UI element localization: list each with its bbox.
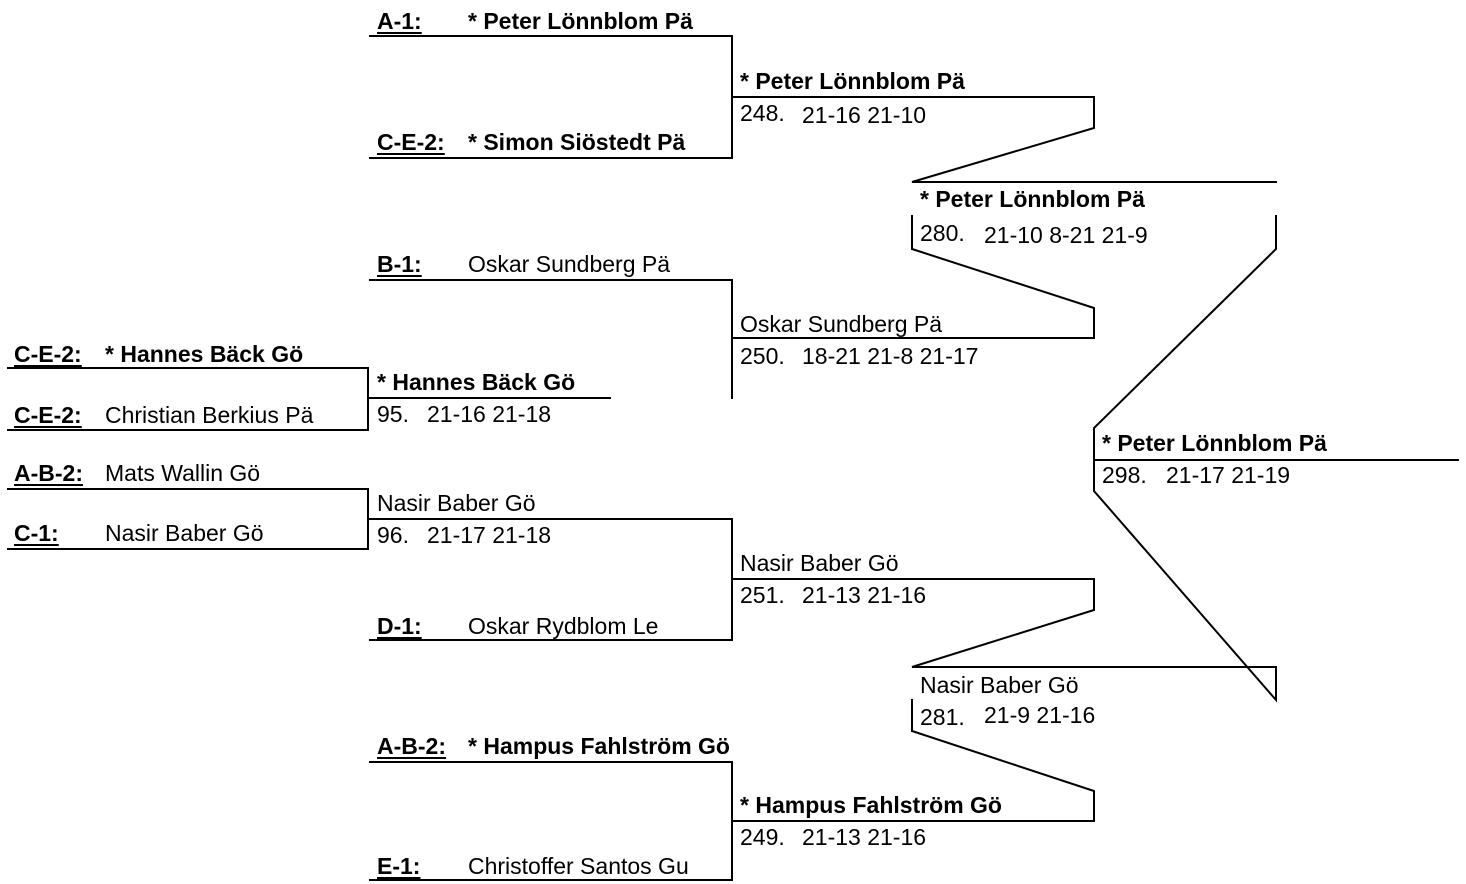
seed-label: E-1: xyxy=(377,853,421,879)
match-number: 249. xyxy=(740,824,785,850)
match-number: 96. xyxy=(377,522,409,548)
player-name: Oskar Rydblom Le xyxy=(468,613,659,639)
player-name: * Peter Lönnblom Pä xyxy=(468,8,693,34)
seed-label: C-E-2: xyxy=(14,341,82,367)
match-winner: * Peter Lönnblom Pä xyxy=(740,68,965,94)
player-name: * Hannes Bäck Gö xyxy=(105,341,304,367)
seed-label: C-E-2: xyxy=(14,402,82,428)
match-score: 18-21 21-8 21-17 xyxy=(802,343,979,369)
connector-match-280 xyxy=(1094,216,1458,460)
match-score: 21-16 21-18 xyxy=(427,401,552,427)
player-name: Christoffer Santos Gu xyxy=(468,853,689,879)
match-winner: Nasir Baber Gö xyxy=(740,550,899,576)
player-name: Christian Berkius Pä xyxy=(105,402,314,428)
seed-label: C-E-2: xyxy=(377,129,445,155)
match-score: 21-13 21-16 xyxy=(802,582,927,608)
seed-label: A-B-2: xyxy=(14,460,83,486)
final-winner: * Peter Lönnblom Pä xyxy=(1102,430,1327,456)
player-name: Nasir Baber Gö xyxy=(105,520,264,546)
match-winner: Nasir Baber Gö xyxy=(920,672,1079,698)
seed-label: D-1: xyxy=(377,613,422,639)
match-score: 21-13 21-16 xyxy=(802,824,927,850)
player-name: Mats Wallin Gö xyxy=(105,460,261,486)
match-winner: * Hampus Fahlström Gö xyxy=(740,792,1002,818)
player-name: * Simon Siöstedt Pä xyxy=(468,129,686,155)
match-score: 21-17 21-18 xyxy=(427,522,552,548)
match-winner: Nasir Baber Gö xyxy=(377,490,536,516)
match-score: 21-17 21-19 xyxy=(1166,462,1291,488)
player-name: Oskar Sundberg Pä xyxy=(468,251,671,277)
match-number: 298. xyxy=(1102,462,1147,488)
match-score: 21-9 21-16 xyxy=(984,702,1096,728)
match-number: 95. xyxy=(377,401,409,427)
match-number: 251. xyxy=(740,582,785,608)
match-number: 281. xyxy=(920,704,965,730)
seed-label: A-1: xyxy=(377,8,422,34)
match-number: 250. xyxy=(740,343,785,369)
match-number: 280. xyxy=(920,220,965,246)
match-number: 248. xyxy=(740,100,785,126)
seed-label: C-1: xyxy=(14,520,59,546)
match-score: 21-16 21-10 xyxy=(802,102,927,128)
connector-match-281 xyxy=(1094,460,1276,700)
seed-label: B-1: xyxy=(377,251,422,277)
seed-label: A-B-2: xyxy=(377,733,446,759)
match-winner: * Peter Lönnblom Pä xyxy=(920,186,1145,212)
player-name: * Hampus Fahlström Gö xyxy=(468,733,730,759)
match-score: 21-10 8-21 21-9 xyxy=(984,222,1148,248)
match-winner: * Hannes Bäck Gö xyxy=(377,369,576,395)
match-winner: Oskar Sundberg Pä xyxy=(740,311,943,337)
